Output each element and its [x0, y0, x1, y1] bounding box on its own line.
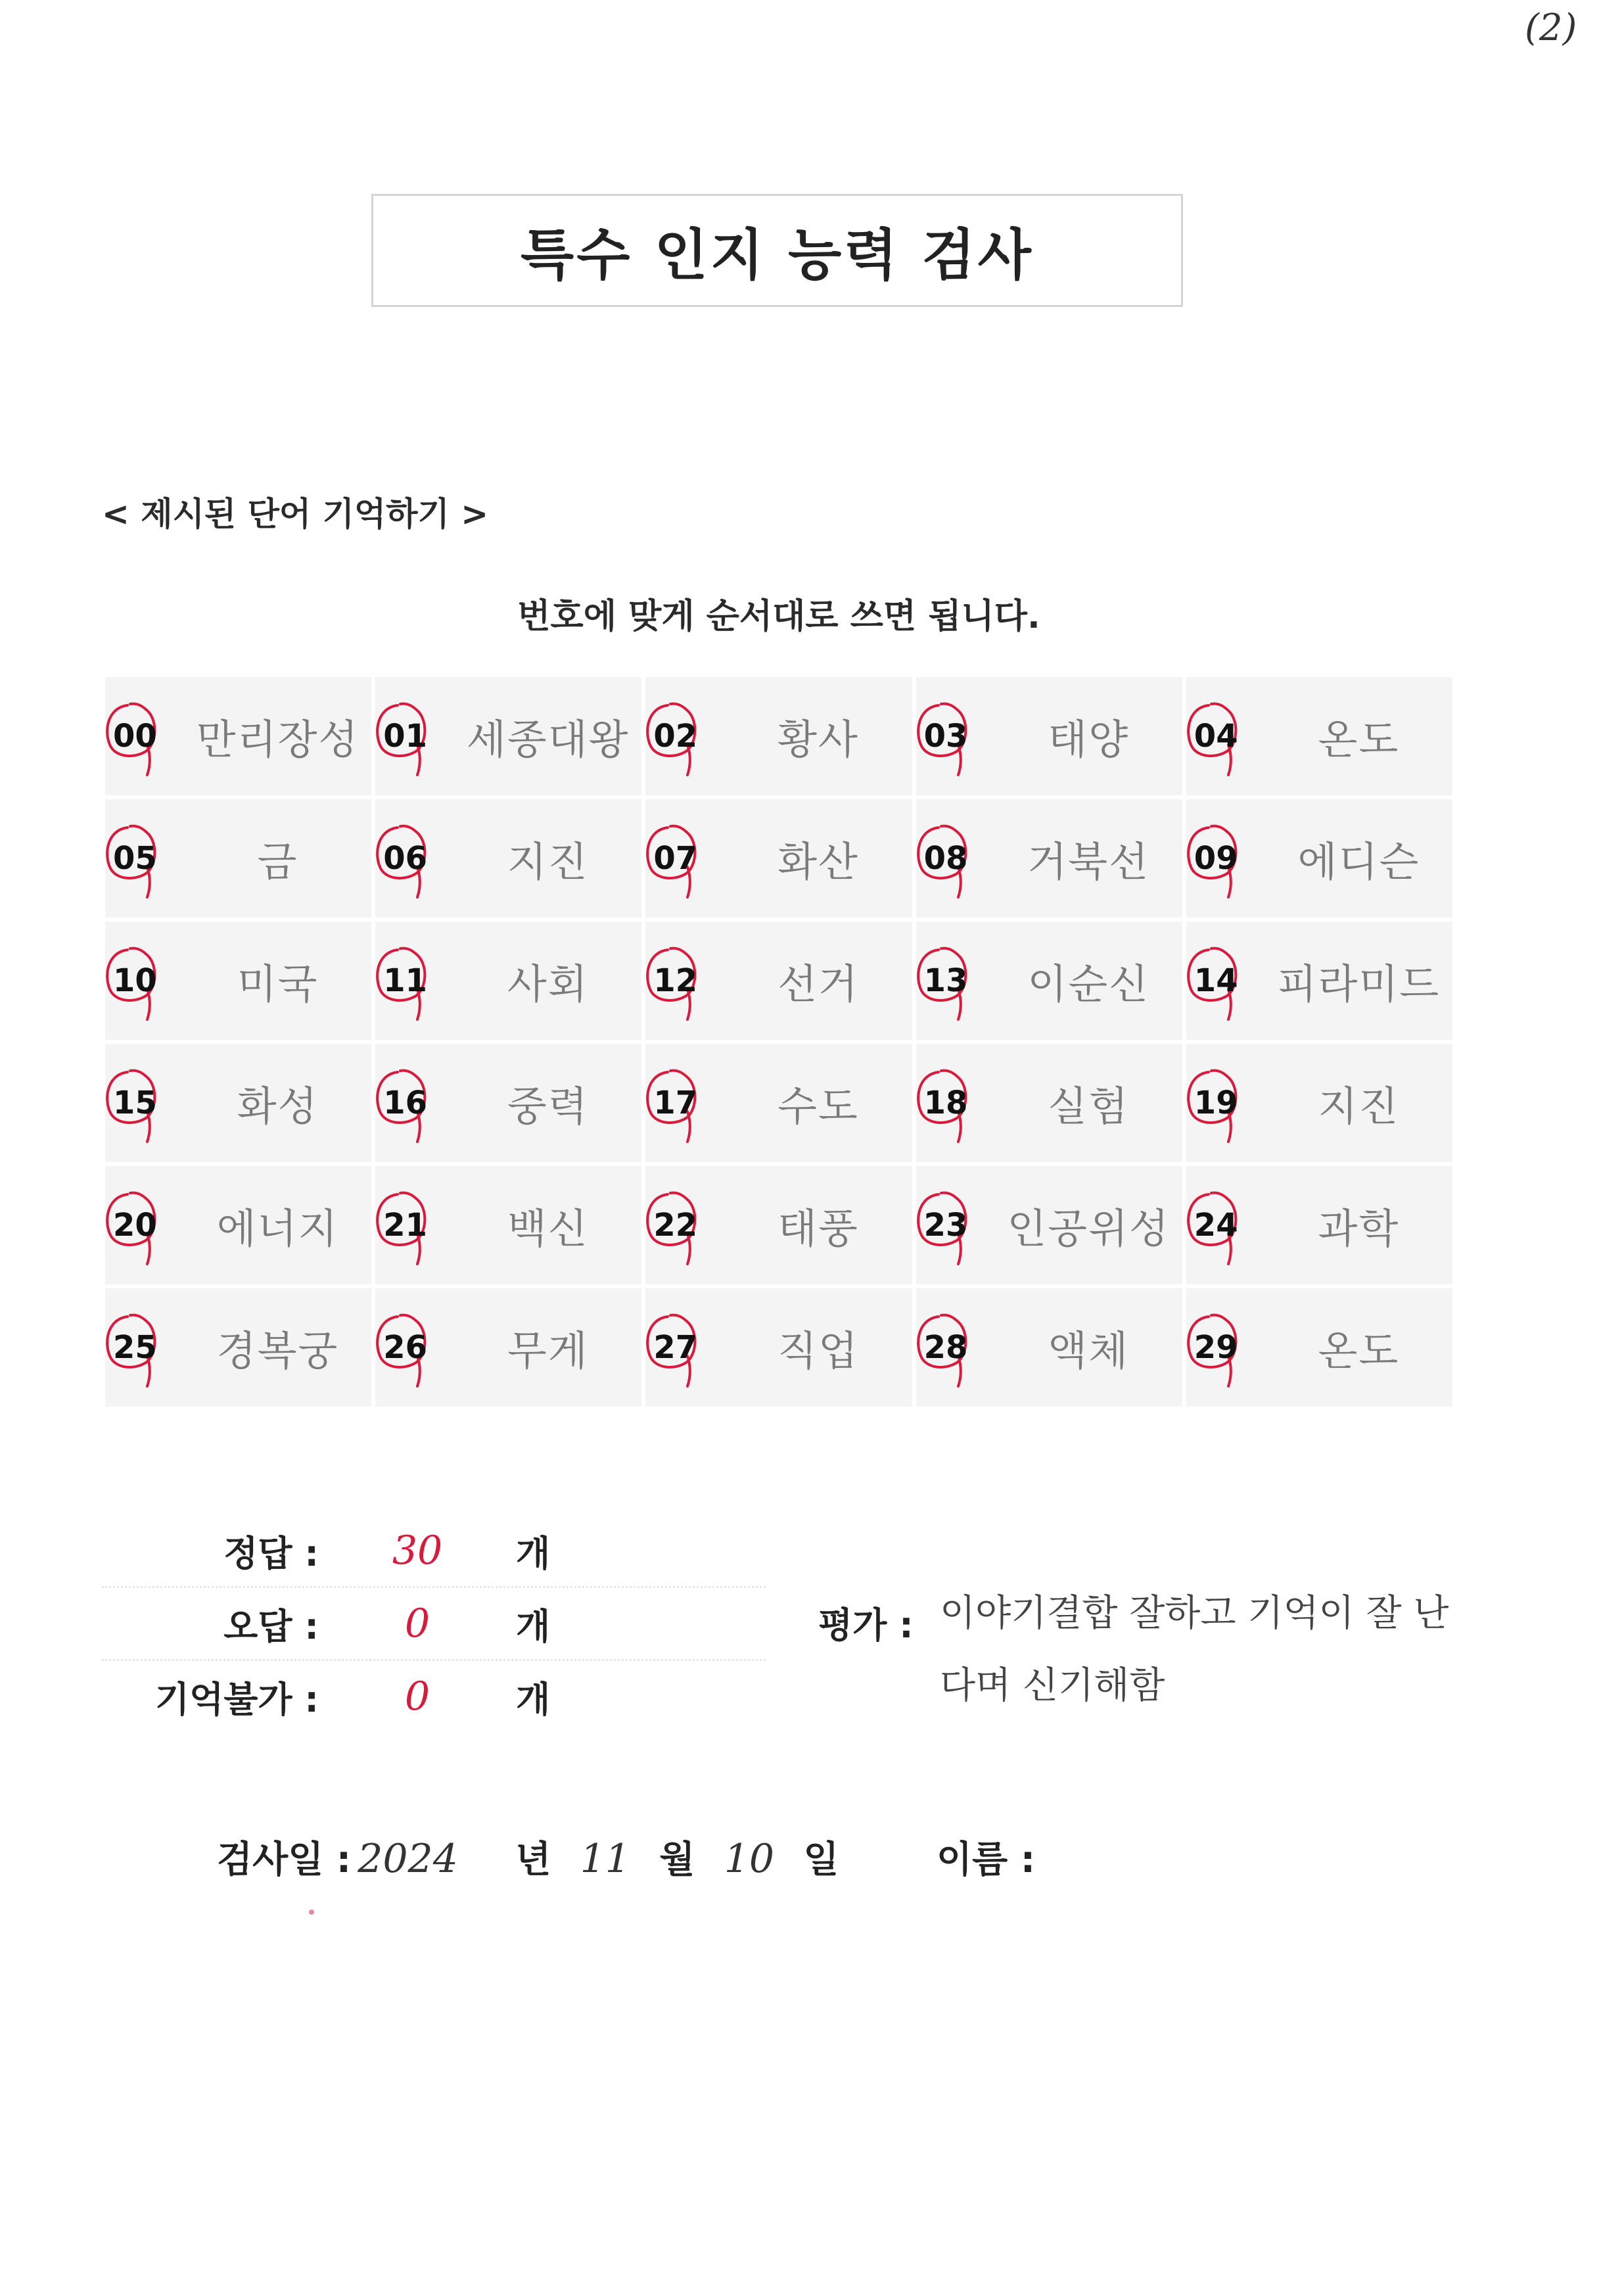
word-grid	[105, 677, 1452, 1407]
test-date-label: 검사일 :	[217, 1839, 352, 1881]
item-number: 29	[1194, 1329, 1238, 1366]
word-cell	[1186, 799, 1452, 918]
item-number: 28	[923, 1329, 968, 1366]
handwritten-answer: 직업	[777, 1326, 859, 1375]
word-cell	[645, 1166, 912, 1284]
word-cell	[916, 799, 1182, 918]
handwritten-answer: 과학	[1318, 1204, 1400, 1253]
word-cell	[916, 677, 1182, 795]
test-date	[217, 1831, 839, 1883]
word-cell	[105, 677, 371, 795]
handwritten-answer: 미국	[237, 960, 319, 1008]
handwritten-answer: 세종대왕	[467, 715, 630, 764]
word-cell	[105, 799, 371, 918]
item-number: 27	[653, 1329, 698, 1366]
item-number: 10	[113, 962, 157, 999]
handwritten-answer: 에디슨	[1297, 837, 1420, 886]
test-date-month: 11	[580, 1836, 630, 1882]
forgot-label: 기억불가 :	[154, 1678, 319, 1720]
word-cell	[375, 1044, 641, 1162]
word-cell	[645, 1044, 912, 1162]
item-number: 26	[383, 1329, 427, 1366]
correct-value: 30	[392, 1528, 443, 1574]
handwritten-answer: 중력	[507, 1082, 589, 1131]
handwritten-answer: 선거	[777, 960, 859, 1008]
word-cell	[1186, 677, 1452, 795]
item-number: 11	[383, 962, 427, 999]
word-cell	[1186, 1166, 1452, 1284]
test-date-day: 10	[724, 1836, 775, 1882]
score-row-forgot	[102, 1659, 766, 1732]
evaluation-label: 평가 :	[818, 1605, 914, 1646]
correct-label: 정답 :	[223, 1532, 319, 1574]
word-cell	[1186, 1288, 1452, 1407]
handwritten-answer: 지진	[507, 837, 589, 886]
handwritten-answer: 액체	[1048, 1326, 1130, 1375]
handwritten-answer: 황사	[777, 715, 859, 764]
handwritten-answer: 화성	[237, 1082, 319, 1131]
item-number: 12	[653, 962, 698, 999]
page-title: 특수 인지 능력 검사	[521, 222, 1034, 287]
handwritten-answer: 온도	[1318, 715, 1400, 764]
stray-mark	[309, 1909, 314, 1915]
item-number: 22	[653, 1207, 698, 1244]
handwritten-answer: 사회	[507, 960, 589, 1008]
forgot-unit: 개	[516, 1678, 551, 1720]
item-number: 05	[113, 840, 157, 877]
handwritten-answer: 지진	[1318, 1082, 1400, 1131]
wrong-unit: 개	[516, 1605, 551, 1647]
item-number: 24	[1194, 1207, 1238, 1244]
handwritten-answer: 온도	[1318, 1326, 1400, 1375]
word-cell	[645, 922, 912, 1040]
handwritten-answer: 태풍	[777, 1204, 859, 1253]
item-number: 19	[1194, 1085, 1238, 1121]
forgot-value: 0	[404, 1674, 430, 1720]
word-cell	[1186, 922, 1452, 1040]
handwritten-answer: 태양	[1048, 715, 1130, 764]
item-number: 04	[1194, 718, 1238, 755]
test-date-day-unit: 일	[803, 1839, 839, 1881]
item-number: 16	[383, 1085, 427, 1121]
word-cell	[645, 1288, 912, 1407]
item-number: 20	[113, 1207, 157, 1244]
item-number: 01	[383, 718, 427, 755]
instruction-text: 번호에 맞게 순서대로 쓰면 됩니다.	[517, 597, 1040, 636]
item-number: 21	[383, 1207, 427, 1244]
test-date-year-unit: 년	[515, 1839, 551, 1881]
correct-unit: 개	[516, 1532, 551, 1574]
wrong-value: 0	[404, 1601, 430, 1647]
item-number: 23	[923, 1207, 968, 1244]
word-cell	[645, 799, 912, 918]
word-cell	[375, 677, 641, 795]
handwritten-answer: 피라미드	[1277, 960, 1441, 1008]
handwritten-answer: 수도	[777, 1082, 859, 1131]
handwritten-answer: 실험	[1048, 1082, 1130, 1131]
handwritten-answer: 무게	[507, 1326, 589, 1375]
score-row-correct	[102, 1515, 766, 1586]
handwritten-answer: 금	[257, 837, 298, 886]
word-cell	[375, 922, 641, 1040]
word-cell	[645, 677, 912, 795]
page-number: (2)	[1525, 7, 1577, 49]
handwritten-answer: 에너지	[216, 1204, 339, 1253]
word-cell	[916, 1166, 1182, 1284]
word-cell	[105, 1166, 371, 1284]
item-number: 07	[653, 840, 698, 877]
word-cell	[916, 922, 1182, 1040]
section-heading: < 제시된 단어 기억하기 >	[102, 495, 489, 533]
word-cell	[375, 1288, 641, 1407]
item-number: 09	[1194, 840, 1238, 877]
handwritten-answer: 화산	[777, 837, 859, 886]
item-number: 18	[923, 1085, 968, 1121]
item-number: 02	[653, 718, 698, 755]
handwritten-answer: 거북선	[1027, 837, 1150, 886]
name-label: 이름 :	[937, 1839, 1036, 1881]
item-number: 14	[1194, 962, 1238, 999]
test-date-year: 2024	[358, 1836, 458, 1882]
score-table	[102, 1515, 766, 1732]
item-number: 06	[383, 840, 427, 877]
word-cell	[105, 1288, 371, 1407]
title-box	[371, 194, 1183, 307]
test-date-month-unit: 월	[659, 1839, 695, 1881]
item-number: 17	[653, 1085, 698, 1121]
item-number: 03	[923, 718, 968, 755]
item-number: 15	[113, 1085, 157, 1121]
item-number: 13	[923, 962, 968, 999]
item-number: 08	[923, 840, 968, 877]
word-cell	[105, 1044, 371, 1162]
word-cell	[1186, 1044, 1452, 1162]
handwritten-answer: 이순신	[1027, 960, 1150, 1008]
score-row-wrong	[102, 1586, 766, 1659]
word-cell	[375, 799, 641, 918]
item-number: 25	[113, 1329, 157, 1366]
handwritten-answer: 경복궁	[216, 1326, 339, 1375]
handwritten-answer: 만리장성	[196, 715, 360, 764]
word-cell	[916, 1044, 1182, 1162]
item-number: 00	[113, 718, 157, 755]
handwritten-answer: 인공위성	[1007, 1204, 1170, 1253]
word-cell	[916, 1288, 1182, 1407]
word-cell	[105, 922, 371, 1040]
handwritten-answer: 백신	[507, 1204, 589, 1253]
word-cell	[375, 1166, 641, 1284]
evaluation-text: 이야기결합 잘하고 기억이 잘 난다며 신기해함	[940, 1592, 1449, 1707]
wrong-label: 오답 :	[223, 1605, 319, 1647]
